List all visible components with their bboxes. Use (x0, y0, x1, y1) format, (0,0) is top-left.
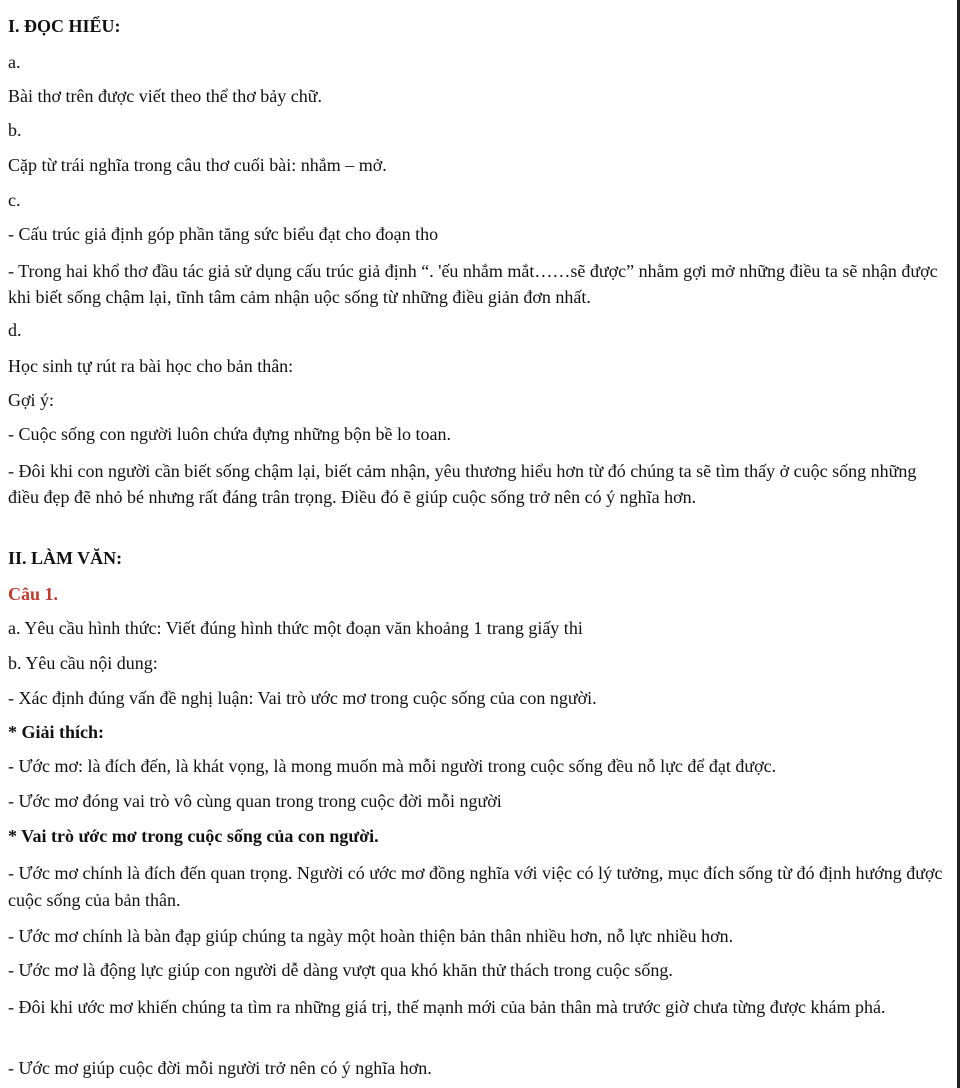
requirement-content: b. Yêu cầu nội dung: (8, 653, 158, 673)
item-c-label: c. (8, 190, 21, 210)
role-line4: - Đôi khi ước mơ khiến chúng ta tìm ra những giá trị, thế mạnh mới của bản thân mà trước giờ chưa từng được khám phá. (8, 997, 886, 1017)
item-c-line2: - Trong hai khổ thơ đầu tác giả sử dụng cấu trúc giả định “. 'ếu nhắm mắt……sẽ được” nhằm gợi mở những điều ta sẽ nhận được khi biết sống chậm lại, tĩnh tâm cảm nhận uộc sống từ những điều giản đơn nhất. (8, 261, 938, 307)
role-line1: - Ước mơ chính là đích đến quan trọng. Người có ước mơ đồng nghĩa với việc có lý tưởng, mục đích sống từ đó định hướng được cuộc sống của bản thân. (8, 863, 943, 910)
item-d-line3: - Cuộc sống con người luôn chứa đựng những bộn bề lo toan. (8, 424, 451, 444)
role-line2: - Ước mơ chính là bàn đạp giúp chúng ta ngày một hoàn thiện bản thân nhiều hơn, nỗ lực nhiều hơn. (8, 926, 734, 946)
item-a-label: a. (8, 52, 21, 72)
role-line5: - Ước mơ giúp cuộc đời mỗi người trở nên có ý nghĩa hơn. (8, 1058, 432, 1078)
item-d-label: d. (8, 320, 22, 340)
topic-line: - Xác định đúng vấn đề nghị luận: Vai trò ước mơ trong cuộc sống của con người. (8, 688, 597, 708)
item-a-text: Bài thơ trên được viết theo thể thơ bảy chữ. (8, 86, 322, 106)
explain-line1: - Ước mơ: là đích đến, là khát vọng, là mong muốn mà mỗi người trong cuộc sống đều nỗ lực để đạt được. (8, 756, 777, 776)
role-heading: * Vai trò ước mơ trong cuộc sống của con người. (8, 826, 379, 846)
role-line3: - Ước mơ là động lực giúp con người dễ dàng vượt qua khó khăn thử thách trong cuộc sống. (8, 960, 673, 980)
explain-heading: * Giải thích: (8, 722, 105, 742)
item-b-label: b. (8, 120, 22, 140)
item-b-text: Cặp từ trái nghĩa trong câu thơ cuối bài: nhắm – mở. (8, 155, 387, 175)
question-1-label: Câu 1. (8, 584, 59, 604)
requirement-form: a. Yêu cầu hình thức: Viết đúng hình thức một đoạn văn khoảng 1 trang giấy thi (8, 618, 583, 638)
item-d-line4: - Đôi khi con người cần biết sống chậm lại, biết cảm nhận, yêu thương hiểu hơn từ đó chúng ta sẽ tìm thấy ở cuộc sống những điều đẹp đẽ nhỏ bé nhưng rất đáng trân trọng. Điều đó ẽ giúp cuộc sống trở nên có ý nghĩa hơn. (8, 461, 917, 507)
item-d-line1: Học sinh tự rút ra bài học cho bản thân: (8, 356, 294, 376)
item-c-line1: - Cấu trúc giả định góp phần tăng sức biểu đạt cho đoạn tho (8, 224, 439, 244)
item-d-line2: Gợi ý: (8, 390, 55, 410)
section2-heading: II. LÀM VĂN: (8, 548, 123, 568)
section1-heading: I. ĐỌC HIỂU: (8, 16, 121, 36)
explain-line2: - Ước mơ đóng vai trò vô cùng quan trong trong cuộc đời mỗi người (8, 791, 502, 811)
